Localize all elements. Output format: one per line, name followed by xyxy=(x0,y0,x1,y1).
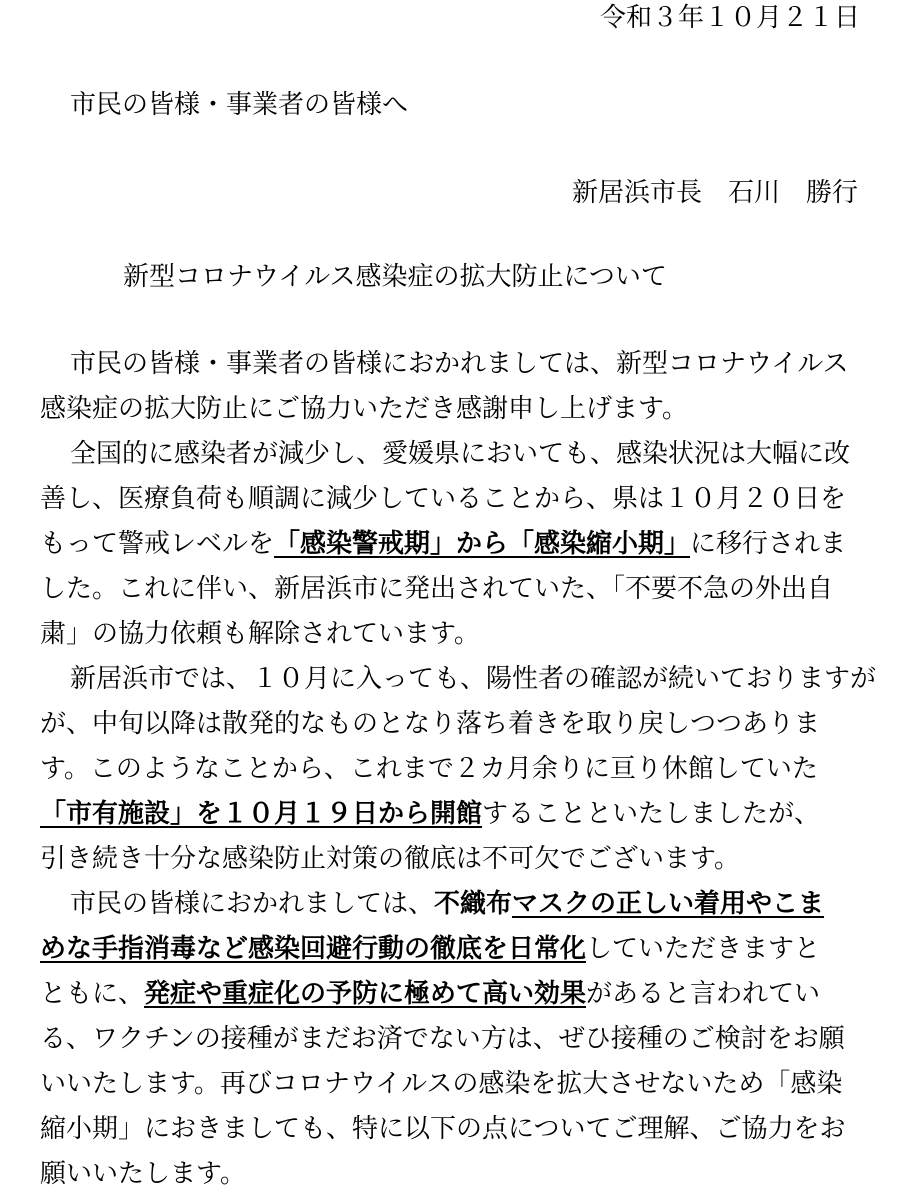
p4-line-2 xyxy=(40,931,820,967)
p1-line-1: 市民の皆様・事業者の皆様におかれましては、新型コロナウイルス xyxy=(70,349,849,379)
p3-line-3: す。このようなことから、これまで２カ月余りに亘り休館していた xyxy=(40,754,818,784)
p4-line-2-text-b: していただきますと xyxy=(586,934,821,964)
p4-line-1 xyxy=(70,886,824,922)
alert-level-change-emphasis: 「感染警戒期」から「感染縮小期」 xyxy=(274,529,691,559)
infection-avoidance-emphasis: めな手指消毒など感染回避行動の徹底を日常化 xyxy=(40,934,587,964)
p3-line-1 xyxy=(70,661,876,697)
non-woven-emphasis: 不織布 xyxy=(434,889,513,919)
p2-line-5: 粛」の協力依頼も解除されています。 xyxy=(40,619,480,649)
p4-line-1-text-a: 市民の皆様におかれましては、 xyxy=(70,889,435,919)
p3-line-2: が、中旬以降は散発的なものとなり落ち着きを取り戻しつつありま xyxy=(40,709,821,739)
p3-line-5: 引き続き十分な感染防止対策の徹底は不可欠でございます。 xyxy=(40,844,740,874)
p2-line-4: した。これに伴い、新居浜市に発出されていた、「不要不急の外出自 xyxy=(40,574,834,604)
p2-line-1: 全国的に感染者が減少し、愛媛県においても、感染状況は大幅に改 xyxy=(70,439,851,469)
p4-line-7: 願いいたします。 xyxy=(40,1159,246,1189)
p1-line-2: 感染症の拡大防止にご協力いただき感謝申し上げます。 xyxy=(40,394,688,424)
p3-line-1-text: 新居浜市では、１０月に入っても、陽性者の確認が続いておりますが xyxy=(70,664,877,694)
p4-line-5: いいたします。再びコロナウイルスの感染を拡大させないため「感染 xyxy=(40,1069,843,1099)
facility-reopening-emphasis: 「市有施設」を１０月１９日から開館 xyxy=(40,799,483,829)
p4-line-3-text-c: があると言われてい xyxy=(586,979,821,1009)
p3-line-4-text-b: することといたしましたが、 xyxy=(482,799,821,829)
document-date: 令和３年１０月２１日 xyxy=(600,3,861,33)
vaccine-effect-emphasis: 発症や重症化の予防に極めて高い効果 xyxy=(144,979,587,1009)
document-title: 新型コロナウイルス感染症の拡大防止について xyxy=(123,262,667,292)
p4-line-3-text-a: ともに、 xyxy=(40,979,145,1009)
p4-line-6: 縮小期」におきましても、特に以下の点についてご理解、ご協力をお xyxy=(40,1114,846,1144)
p4-line-3 xyxy=(40,976,820,1012)
p4-line-4: る、ワクチンの接種がまだお済でない方は、ぜひ接種のご検討をお願 xyxy=(40,1024,845,1054)
p2-line-3-text-c: に移行されま xyxy=(690,529,847,559)
mask-wearing-emphasis: マスクの正しい着用やこま xyxy=(512,889,825,919)
addressee: 市民の皆様・事業者の皆様へ xyxy=(70,90,409,120)
p2-line-3-text-a: もって警戒レベルを xyxy=(40,529,275,559)
sender: 新居浜市長 石川 勝行 xyxy=(572,178,859,208)
p2-line-2: 善し、医療負荷も順調に減少していることから、県は１０月２０日を xyxy=(40,484,847,514)
p2-line-3 xyxy=(40,526,846,562)
p3-line-4 xyxy=(40,796,820,832)
